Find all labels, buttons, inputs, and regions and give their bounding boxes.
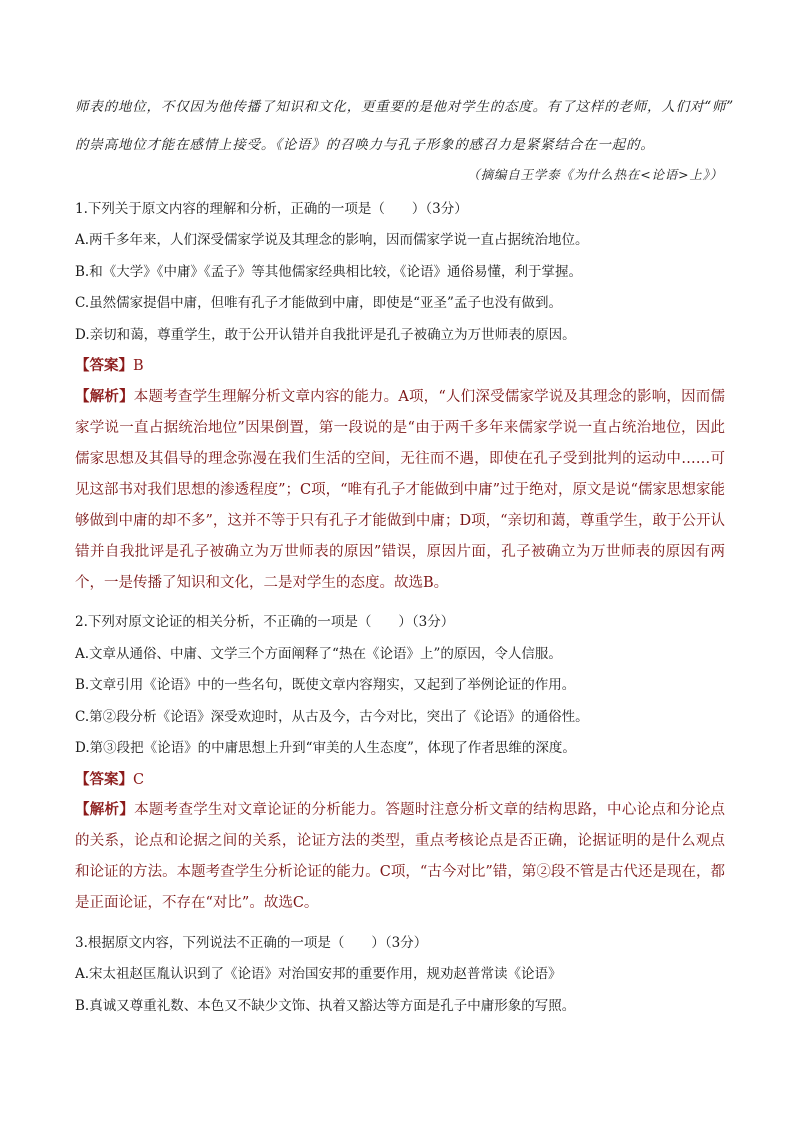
q2-analysis-text: 本题考查学生对文章论证的分析能力。答题时注意分析文章的结构思路，中心论点和分论点的关系，论点和论据之间的关系，论证方法的类型，重点考核论点是否正确，论据证明的是什么观点和论证的方法。本题考查学生分析论证的能力。C项，“古今对比”错，第②段不管是古代还是现在，都是正面论证，不存在“对比”。故选C。 bbox=[75, 802, 726, 911]
q1-answer-tag: 【答案】 bbox=[75, 357, 133, 374]
q1-analysis bbox=[75, 381, 725, 599]
q2-analysis-tag: 【解析】 bbox=[75, 801, 135, 818]
q1-analysis-text: 本题考查学生理解分析文章内容的能力。A项，“人们深受儒家学说及其理念的影响，因而儒家学说一直占据统治地位”因果倒置，第一段说的是“由于两千多年来儒家学说一直占统治地位，因此儒家思想及其倡导的理念弥漫在我们生活的空间，无往而不遇，即使在孔子受到批判的运动中……可见这部书对我们思想的渗透程度”；C项，“唯有孔子才能做到中庸”过于绝对，原文是说“儒家思想家能够做到中庸的却不多”，这并不等于只有孔子才能做到中庸；D项，“亲切和蔼，尊重学生，敢于公开认错并自我批评是孔子被确立为万世师表的原因”错误，原因片面，孔子被确立为万世师表的原因有两个，一是传播了知识和文化，二是对学生的态度。故选B。 bbox=[75, 389, 726, 591]
q2-option-a: A.文章从通俗、中庸、文学三个方面阐释了“热在《论语》上”的原因，令人信服。 bbox=[75, 646, 562, 662]
q2-option-d: D.第③段把《论语》的中庸思想上升到“审美的人生态度”，体现了作者思维的深度。 bbox=[75, 740, 576, 756]
q2-analysis bbox=[75, 794, 725, 919]
q1-answer bbox=[75, 356, 723, 376]
excerpt-line-1: 师表的地位，不仅因为他传播了知识和文化，更重要的是他对学生的态度。有了这样的老师，人们对“师” bbox=[75, 99, 734, 115]
q1-option-c: C.虽然儒家提倡中庸，但唯有孔子才能做到中庸，即使是“亚圣”孟子也没有做到。 bbox=[75, 295, 562, 311]
excerpt-source: （摘编自王学泰《为什么热在<论语>上》） bbox=[467, 167, 723, 182]
q2-option-c: C.第②段分析《论语》深受欢迎时，从古及今，古今对比，突出了《论语》的通俗性。 bbox=[75, 709, 589, 725]
q2-answer bbox=[75, 770, 723, 790]
q2-option-b: B.文章引用《论语》中的一些名句，既使文章内容翔实，又起到了举例论证的作用。 bbox=[75, 677, 576, 693]
q2-answer-value: C bbox=[133, 772, 145, 788]
q1-option-a: A.两千多年来，人们深受儒家学说及其理念的影响，因而儒家学说一直占据统治地位。 bbox=[75, 232, 589, 248]
q3-stem: 3.根据原文内容，下列说法不正确的一项是（ ）（3分） bbox=[75, 935, 428, 951]
q3-option-a: A.宋太祖赵匡胤认识到了《论语》对治国安邦的重要作用，规劝赵普常读《论语》 bbox=[75, 966, 562, 982]
excerpt-line-2: 的崇高地位才能在感情上接受。《论语》的召唤力与孔子形象的感召力是紧紧结合在一起的。 bbox=[75, 137, 655, 153]
q2-stem: 2.下列对原文论证的相关分析，不正确的一项是（ ）（3分） bbox=[75, 614, 455, 630]
q1-analysis-tag: 【解析】 bbox=[75, 388, 134, 405]
q1-stem: 1.下列关于原文内容的理解和分析，正确的一项是（ ）（3分） bbox=[75, 201, 468, 217]
q1-option-b: B.和《大学》《中庸》《孟子》等其他儒家经典相比较，《论语》通俗易懂，利于掌握。 bbox=[75, 264, 582, 280]
q3-option-b: B.真诚又尊重礼数、本色又不缺少文饰、执着又豁达等方面是孔子中庸形象的写照。 bbox=[75, 998, 576, 1014]
q1-option-d: D.亲切和蔼，尊重学生，敢于公开认错并自我批评是孔子被确立为万世师表的原因。 bbox=[75, 327, 576, 343]
q1-answer-value: B bbox=[133, 358, 144, 374]
q2-answer-tag: 【答案】 bbox=[75, 771, 133, 788]
